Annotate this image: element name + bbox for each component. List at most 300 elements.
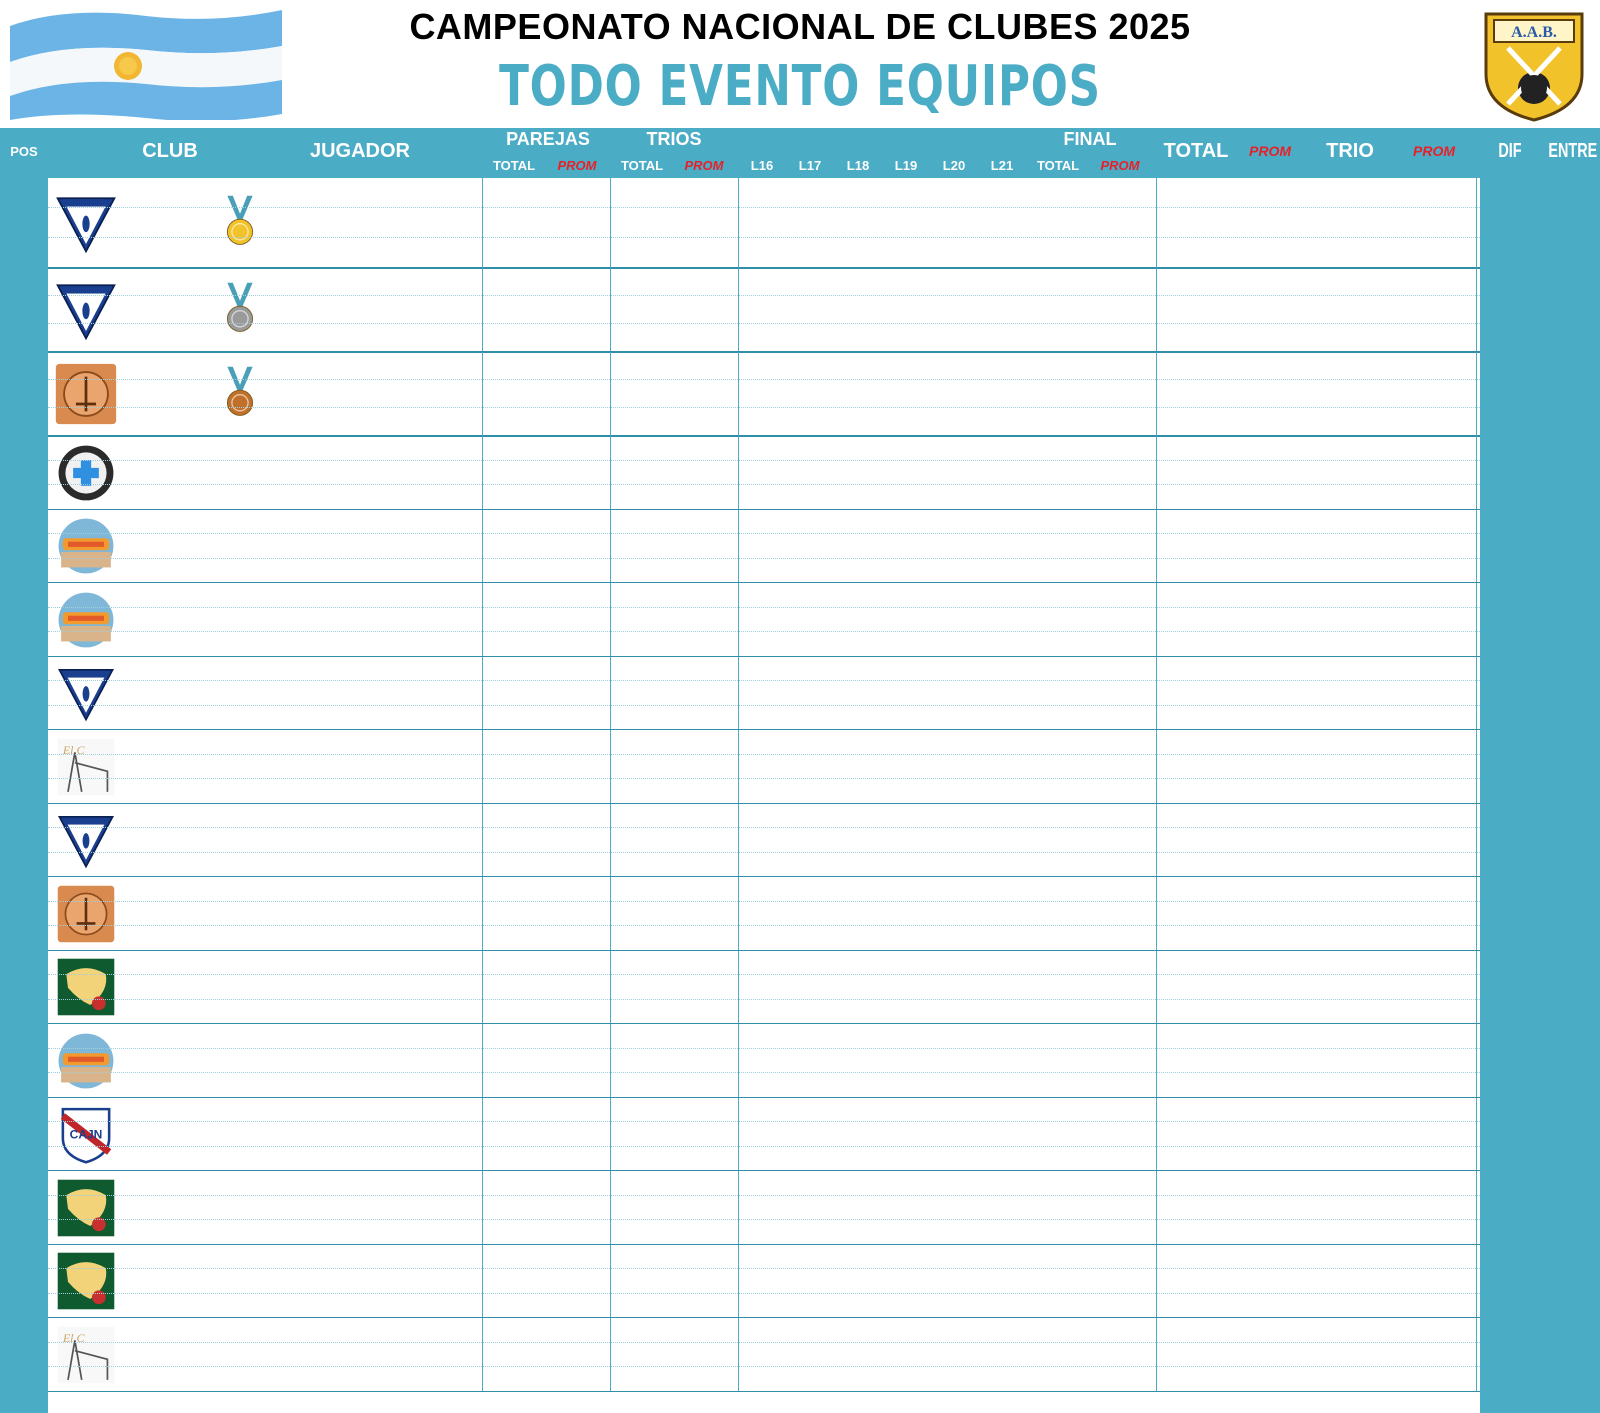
line-score [980,1024,1024,1049]
player-prom [1240,902,1300,927]
team-group [0,730,1600,804]
parejas-prom [546,975,606,1000]
dif-value [1488,352,1533,380]
club-name [112,352,222,436]
column-divider [1476,877,1477,951]
parejas-prom [546,730,606,755]
line-score [932,608,976,633]
line-score [980,902,1024,927]
line-score [788,632,832,657]
parejas-prom [546,951,606,976]
line-score [788,380,832,408]
line-score [836,1318,880,1343]
parejas-total [484,408,544,436]
player-total [1160,1367,1232,1392]
line-score [788,1220,832,1245]
column-divider [610,1024,611,1098]
trios-prom [674,324,734,352]
trios-prom [674,730,734,755]
line-score [884,268,928,296]
line-score [932,1294,976,1319]
line-score [836,324,880,352]
final-prom [1090,608,1150,633]
line-score [884,755,928,780]
final-total [1030,583,1086,608]
column-divider [738,804,739,878]
parejas-prom [546,681,606,706]
line-score [836,408,880,436]
club-name [128,436,211,510]
trios-prom [674,1367,734,1392]
trio-total [1306,804,1394,829]
line-score [788,1073,832,1098]
line-score [836,510,880,535]
column-divider [738,657,739,731]
line-score [788,178,832,208]
final-total [1030,534,1086,559]
line-score [740,951,784,976]
final-prom [1090,1098,1150,1123]
trios-total [612,1024,672,1049]
trios-total [612,436,672,461]
line-score [788,853,832,878]
player-name [256,706,464,731]
line-score [980,352,1024,380]
player-total [1160,1220,1232,1245]
line-score [980,408,1024,436]
team-position [0,1171,48,1245]
trios-total [612,1343,672,1368]
column-divider [610,657,611,731]
parejas-prom [546,1245,606,1270]
line-score [836,1220,880,1245]
final-prom [1090,804,1150,829]
line-score [788,681,832,706]
trios-total [612,296,672,324]
entre-value [1548,510,1593,535]
column-divider [1156,510,1157,584]
line-score [980,804,1024,829]
player-total [1160,1171,1232,1196]
dif-value [1488,951,1533,976]
player-prom [1240,975,1300,1000]
player-prom [1240,1073,1300,1098]
parejas-prom [546,352,606,380]
player-name [256,730,464,755]
line-score [884,608,928,633]
team-position [0,1024,48,1098]
column-divider [1476,436,1477,510]
final-prom [1090,951,1150,976]
club-name [128,804,211,878]
line-score [836,1343,880,1368]
line-score [884,902,928,927]
line-score [836,1024,880,1049]
line-score [788,1098,832,1123]
parejas-prom [546,706,606,731]
pumas-logo-icon [56,1178,116,1238]
entre-value [1548,583,1593,608]
parejas-total [484,208,544,238]
bab-logo-icon [54,191,118,255]
column-divider [482,1024,483,1098]
trio-prom [1400,1098,1470,1123]
group-divider [48,1391,1480,1392]
column-divider [482,436,483,510]
parejas-total [484,436,544,461]
line-score [836,632,880,657]
column-divider [610,352,611,436]
col-final-prom: PROM [1100,158,1140,173]
trios-total [612,324,672,352]
column-divider [738,583,739,657]
player-name [256,1024,464,1049]
dif-value [1488,178,1533,208]
team-position [0,352,48,436]
line-score [740,1000,784,1025]
line-score [980,1367,1024,1392]
bimbos-logo-icon [56,516,116,576]
line-score [740,178,784,208]
line-score [980,1196,1024,1221]
final-total [1030,804,1086,829]
player-total [1160,975,1232,1000]
parejas-prom [546,208,606,238]
column-divider [610,951,611,1025]
column-divider [610,178,611,268]
player-name [256,1147,464,1172]
line-score [836,951,880,976]
col-total-prom: PROM [1249,143,1291,159]
page-title: CAMPEONATO NACIONAL DE CLUBES 2025 [409,6,1191,47]
line-score [740,1245,784,1270]
line-score [884,730,928,755]
jnvt-logo-icon [56,1104,116,1164]
trios-prom [674,951,734,976]
column-divider [738,877,739,951]
line-score [980,1245,1024,1270]
line-score [836,534,880,559]
trio-prom [1400,1318,1470,1343]
final-prom [1090,1294,1150,1319]
final-prom [1090,408,1150,436]
line-score [980,1073,1024,1098]
line-score [788,755,832,780]
col-l16: L16 [750,158,774,173]
parejas-prom [546,296,606,324]
line-score [740,461,784,486]
line-score [740,534,784,559]
trios-total [612,268,672,296]
column-divider [610,510,611,584]
col-l18: L18 [846,158,870,173]
club-name [128,1024,211,1098]
player-name [256,681,464,706]
line-score [884,559,928,584]
final-total [1030,779,1086,804]
line-score [932,1269,976,1294]
player-prom [1240,1171,1300,1196]
line-score [932,681,976,706]
player-name [256,975,464,1000]
line-score [980,1098,1024,1123]
parejas-prom [546,1343,606,1368]
column-divider [482,352,483,436]
line-score [740,828,784,853]
player-name [256,1343,464,1368]
trios-total [612,1049,672,1074]
line-score [740,1269,784,1294]
line-score [932,877,976,902]
trio-total [1306,657,1394,682]
player-total [1160,485,1232,510]
final-total [1030,1049,1086,1074]
line-score [932,208,976,238]
line-score [980,178,1024,208]
final-prom [1090,730,1150,755]
player-prom [1240,1098,1300,1123]
player-prom [1240,485,1300,510]
team-group [0,1171,1600,1245]
line-score [884,1196,928,1221]
trios-prom [674,461,734,486]
column-divider [1156,1318,1157,1392]
line-score [740,485,784,510]
final-total [1030,559,1086,584]
player-name [256,178,464,208]
trios-total [612,706,672,731]
team-position [0,583,48,657]
line-score [980,706,1024,731]
line-score [932,755,976,780]
trios-prom [674,1122,734,1147]
line-score [884,1220,928,1245]
parejas-total [484,1147,544,1172]
parejas-prom [546,559,606,584]
trio-total [1306,1171,1394,1196]
parejas-prom [546,1171,606,1196]
player-prom [1240,268,1300,296]
player-name [256,657,464,682]
column-divider [1476,510,1477,584]
trio-total [1306,730,1394,755]
final-total [1030,1122,1086,1147]
final-total [1030,828,1086,853]
parejas-total [484,1220,544,1245]
line-score [980,730,1024,755]
line-score [740,510,784,535]
parejas-prom [546,828,606,853]
tfa-logo-icon [56,443,116,503]
dif-value [1488,1098,1533,1123]
trios-total [612,951,672,976]
line-score [884,1318,928,1343]
trios-prom [674,853,734,878]
final-prom [1090,559,1150,584]
column-divider [1476,583,1477,657]
line-score [932,779,976,804]
trios-total [612,208,672,238]
player-name [256,208,464,238]
line-score [788,1147,832,1172]
line-score [932,178,976,208]
player-name [256,534,464,559]
column-divider [482,1171,483,1245]
line-score [836,853,880,878]
line-score [788,608,832,633]
player-total [1160,296,1232,324]
dif-value [1488,1245,1533,1270]
player-prom [1240,926,1300,951]
line-score [788,1367,832,1392]
trio-prom [1400,804,1470,829]
col-parejas: PAREJAS [506,129,590,149]
column-divider [482,583,483,657]
dif-value [1488,804,1533,829]
player-prom [1240,608,1300,633]
column-divider [1156,268,1157,352]
aab-crest-icon [1478,4,1590,122]
line-score [788,706,832,731]
trios-total [612,1196,672,1221]
player-total [1160,178,1232,208]
player-prom [1240,1147,1300,1172]
final-total [1030,730,1086,755]
trios-total [612,828,672,853]
line-score [788,1269,832,1294]
col-pos: POS [10,144,38,159]
final-prom [1090,779,1150,804]
parejas-prom [546,436,606,461]
club-name [128,1171,211,1245]
dif-value [1488,877,1533,902]
entre-value [1548,730,1593,755]
player-total [1160,1073,1232,1098]
line-score [884,951,928,976]
trios-prom [674,352,734,380]
team-group [0,352,1600,436]
column-divider [1156,804,1157,878]
column-divider [738,178,739,268]
line-score [884,681,928,706]
trios-total [612,238,672,268]
player-prom [1240,1000,1300,1025]
player-name [256,436,464,461]
line-score [788,324,832,352]
bimbos-logo-icon [56,590,116,650]
trios-prom [674,804,734,829]
final-total [1030,1318,1086,1343]
line-score [980,583,1024,608]
line-score [932,1147,976,1172]
trios-prom [674,755,734,780]
column-divider [1156,583,1157,657]
line-score [980,608,1024,633]
entre-value [1548,436,1593,461]
line-score [884,1098,928,1123]
club-name [128,583,211,657]
final-prom [1090,902,1150,927]
player-total [1160,730,1232,755]
trios-prom [674,657,734,682]
final-total [1030,926,1086,951]
col-final: FINAL [1063,129,1117,149]
line-score [884,408,928,436]
final-prom [1090,853,1150,878]
player-prom [1240,1294,1300,1319]
line-score [740,268,784,296]
trio-total [1306,1098,1394,1123]
line-score [932,485,976,510]
trios-total [612,380,672,408]
parejas-prom [546,238,606,268]
line-score [884,1147,928,1172]
line-score [980,1171,1024,1196]
line-score [740,1171,784,1196]
parejas-total [484,583,544,608]
parejas-prom [546,1000,606,1025]
final-prom [1090,1000,1150,1025]
line-score [740,380,784,408]
parejas-total [484,681,544,706]
player-prom [1240,436,1300,461]
line-score [932,1073,976,1098]
trio-total [1306,510,1394,535]
line-score [836,1073,880,1098]
line-score [932,902,976,927]
column-divider [1156,436,1157,510]
line-score [980,1269,1024,1294]
line-score [980,485,1024,510]
trios-total [612,755,672,780]
line-score [884,178,928,208]
column-divider [610,268,611,352]
parejas-total [484,1245,544,1270]
line-score [788,902,832,927]
column-divider [738,510,739,584]
trio-total [1306,877,1394,902]
player-prom [1240,559,1300,584]
parejas-total [484,1318,544,1343]
player-name [256,1294,464,1319]
line-score [836,436,880,461]
line-score [884,632,928,657]
line-score [884,485,928,510]
club-name [112,268,222,352]
club-name [128,730,211,804]
trio-total [1306,1024,1394,1049]
player-prom [1240,779,1300,804]
parejas-total [484,510,544,535]
line-score [740,755,784,780]
col-parejas-total: TOTAL [492,158,536,173]
line-score [740,1196,784,1221]
parejas-total [484,755,544,780]
col-trio-prom: PROM [1413,143,1455,159]
final-prom [1090,1269,1150,1294]
player-total [1160,926,1232,951]
player-total [1160,1294,1232,1319]
line-score [788,804,832,829]
line-score [884,436,928,461]
line-score [884,583,928,608]
final-prom [1090,632,1150,657]
final-total [1030,975,1086,1000]
parejas-prom [546,1269,606,1294]
trios-prom [674,1049,734,1074]
line-score [932,1196,976,1221]
team-group [0,1318,1600,1392]
